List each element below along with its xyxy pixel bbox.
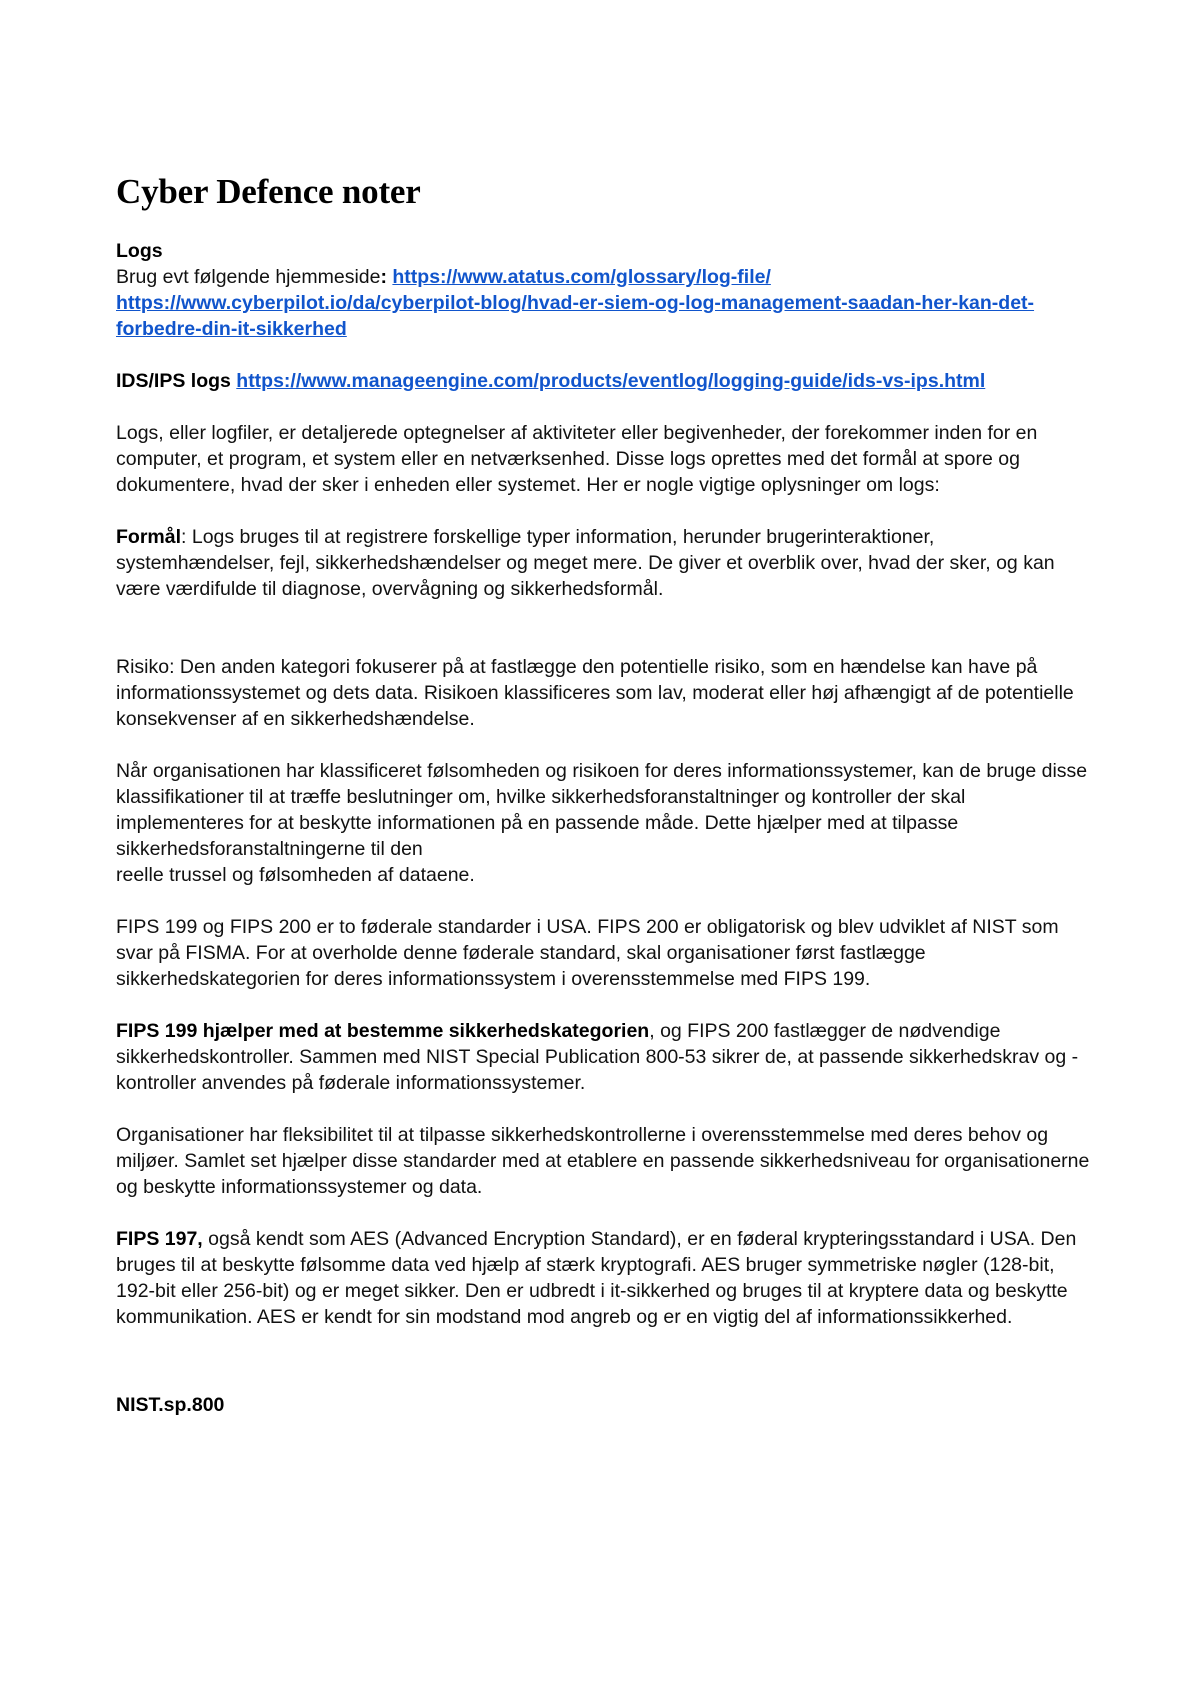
- fleksibilitet-paragraph: Organisationer har fleksibilitet til at tilpasse sikkerhedskontrollerne i overensstemmelse med deres behov og miljøer. Samlet set hjælper disse standarder med at etablere en passende sikkerhedsniveau for organisationerne og beskytte informationssystemer og data.: [116, 1124, 1090, 1198]
- manageengine-link[interactable]: https://www.manageengine.com/products/eventlog/logging-guide/ids-vs-ips.html: [236, 370, 986, 392]
- logs-intro-text: Brug evt følgende hjemmeside: [116, 266, 381, 288]
- document-title: Cyber Defence noter: [116, 172, 421, 211]
- fips199-bold: FIPS 199 hjælper med at bestemme sikkerhedskategorien: [116, 1020, 650, 1042]
- organisation-paragraph: [116, 758, 1096, 888]
- idsips-label: IDS/IPS logs: [116, 370, 231, 392]
- fips199-text: , og FIPS 200 fastlægger de nødvendige sikkerhedskontroller. Sammen med NIST Special Publication 800-53 sikrer de, at passende sikkerhedskrav og -kontroller anvendes på føderale informationssystemer.: [116, 1020, 1079, 1094]
- logs-intro-colon: :: [380, 266, 387, 288]
- idsips-section: [116, 368, 1096, 394]
- fips197-text: også kendt som AES (Advanced Encryption Standard), er en føderal krypteringsstandard i USA. Den bruges til at beskytte følsomme data ved hjælp af stærk kryptografi. AES bruger symmetriske nøgler (128-bit, 192-bit eller 256-bit) og er meget sikker. Den er udbredt i it-sikkerhed og bruges til at kryptere data og beskytte kommunikation. AES er kendt for sin modstand mod angreb og er en vigtig del af informationssikkerhed.: [116, 1228, 1077, 1328]
- atatus-link[interactable]: https://www.atatus.com/glossary/log-file/: [392, 266, 771, 288]
- organisation-text-2: reelle trussel og følsomheden af dataene.: [116, 864, 475, 886]
- cyberpilot-link[interactable]: https://www.cyberpilot.io/da/cyberpilot-blog/hvad-er-siem-og-log-management-saadan-her-kan-det-forbedre-din-it-sikkerhed: [116, 292, 1035, 340]
- organisation-text-1: Når organisationen har klassificeret følsomheden og risikoen for deres informationssystemer, kan de bruge disse klassifikationer til at træffe beslutninger om, hvilke sikkerhedsforanstaltninger og kontroller der skal implementeres for at beskytte informationen på en passende måde. Dette hjælper med at tilpasse sikkerhedsforanstaltningerne til den: [116, 760, 1088, 860]
- risiko-paragraph: Risiko: Den anden kategori fokuserer på at fastlægge den potentielle risiko, som en hændelse kan have på informationssystemet og dets data. Risikoen klassificeres som lav, moderat eller høj afhængigt af de potentielle konsekvenser af en sikkerhedshændelse.: [116, 656, 1074, 730]
- document-page: [116, 172, 1096, 1418]
- formaal-label: Formål: [116, 526, 182, 548]
- fips-paragraph: FIPS 199 og FIPS 200 er to føderale standarder i USA. FIPS 200 er obligatorisk og blev udviklet af NIST som svar på FISMA. For at overholde denne føderale standard, skal organisationer først fastlægge sikkerhedskategorien for deres informationssystem i overensstemmelse med FIPS 199.: [116, 916, 1059, 990]
- formaal-paragraph: [116, 524, 1096, 602]
- logs-description-paragraph: Logs, eller logfiler, er detaljerede optegnelser af aktiviteter eller begivenheder, der forekommer inden for en computer, et program, et system eller en netværksenhed. Disse logs oprettes med det formål at spore og dokumentere, hvad der sker i enheden eller systemet. Her er nogle vigtige oplysninger om logs:: [116, 422, 1038, 496]
- fips197-paragraph: [116, 1226, 1096, 1330]
- fips197-bold: FIPS 197,: [116, 1228, 203, 1250]
- formaal-text: : Logs bruges til at registrere forskellige typer information, herunder brugerinteraktioner, systemhændelser, fejl, sikkerhedshændelser og meget mere. De giver et overblik over, hvad der sker, og kan være værdifulde til diagnose, overvågning og sikkerhedsformål.: [116, 526, 1055, 600]
- nist-heading: NIST.sp.800: [116, 1394, 225, 1416]
- logs-heading: Logs: [116, 240, 163, 262]
- fips199-paragraph: [116, 1018, 1096, 1096]
- logs-section: [116, 238, 1096, 342]
